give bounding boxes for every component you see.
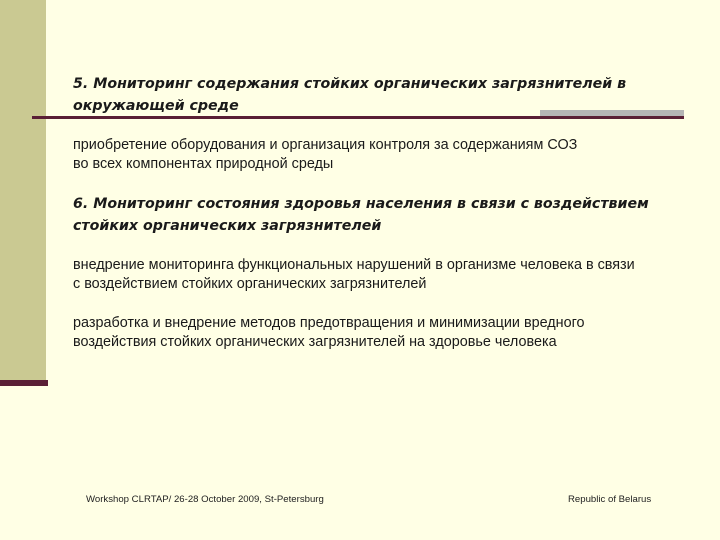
side-decoration-accent <box>0 380 48 386</box>
footer-event: Workshop CLRTAP/ 26-28 October 2009, St-Petersburg <box>86 494 324 505</box>
section-6-item-1-line-1: внедрение мониторинга функциональных нарушений в организме человека в связи <box>73 257 635 273</box>
section-5-heading-line-1: 5. Мониторинг содержания стойких органических загрязнителей в <box>73 76 627 92</box>
section-6-item-2-line-1: разработка и внедрение методов предотвращения и минимизации вредного <box>73 315 585 331</box>
section-6-item-2-line-2: воздействия стойких органических загрязнителей на здоровье человека <box>73 334 557 350</box>
footer-country: Republic of Belarus <box>568 494 652 505</box>
section-5-item-1-line-1: приобретение оборудования и организация контроля за содержаниям СОЗ <box>73 137 578 153</box>
section-5-heading-line-2: окружающей среде <box>73 98 239 114</box>
section-divider <box>32 116 684 119</box>
section-6-item-1 <box>73 256 713 294</box>
section-6-heading <box>73 193 673 237</box>
section-6-item-1-line-2: с воздействием стойких органических загрязнителей <box>73 276 427 292</box>
section-6-heading-line-2: стойких органических загрязнителей <box>73 218 382 234</box>
side-decoration-bar <box>0 0 46 382</box>
section-6-heading-line-1: 6. Мониторинг состояния здоровья населения в связи с воздействием <box>73 196 649 212</box>
section-5-item-1 <box>73 136 713 174</box>
section-6-item-2 <box>73 314 713 352</box>
section-5-item-1-line-2: во всех компонентах природной среды <box>73 156 334 172</box>
